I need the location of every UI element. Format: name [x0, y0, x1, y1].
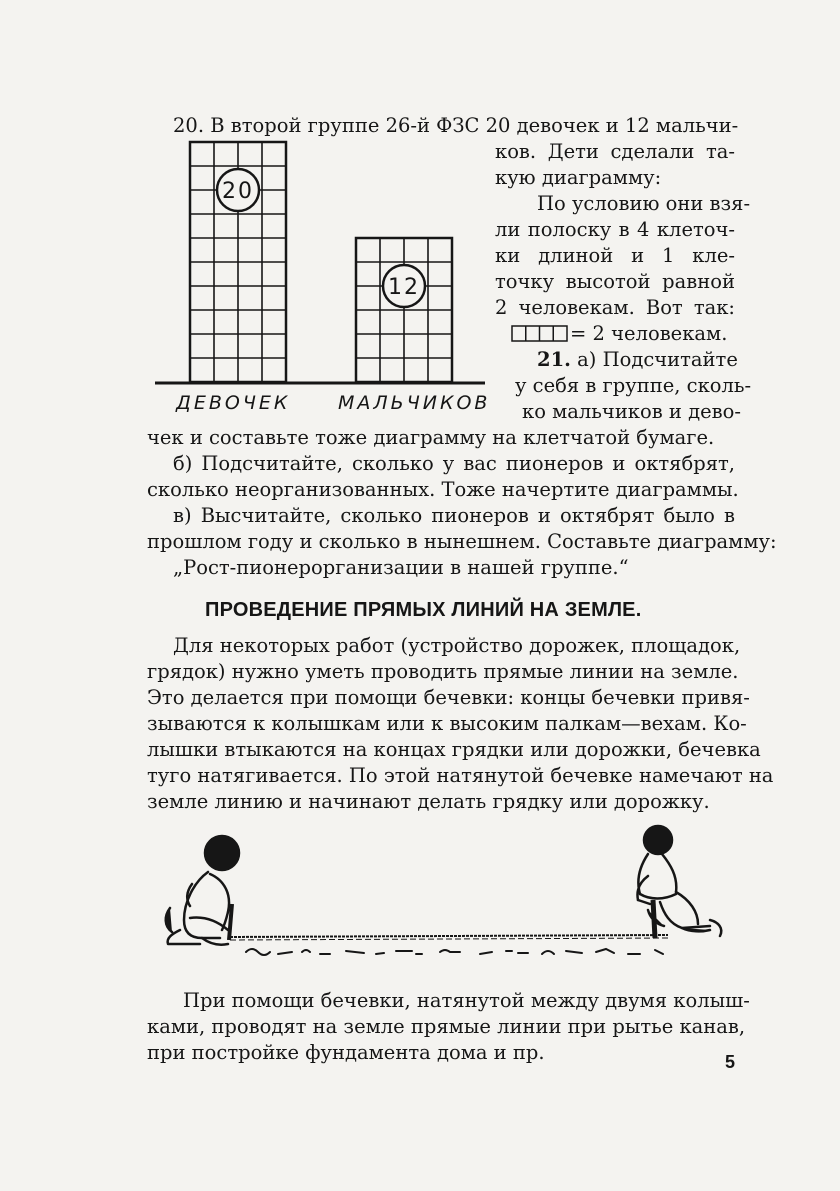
problem-21-a-line-3: ко мальчиков и дево-	[522, 400, 741, 423]
paragraph-line-3: Это делается при помощи бечевки: концы бечевки привя-	[147, 686, 750, 709]
bar-girls-value-label: 20	[222, 179, 254, 204]
legend-text: = 2 человекам.	[570, 322, 728, 345]
section-heading: ПРОВЕДЕНИЕ ПРЯМЫХ ЛИНИЙ НА ЗЕМЛЕ.	[205, 599, 642, 621]
right-child-figure	[637, 826, 721, 936]
bar-girls	[190, 142, 286, 382]
right-col-line-6: точку высотой равной	[495, 270, 735, 293]
legend-line	[511, 321, 727, 347]
problem-20-first-line: 20. В второй группе 26-й ФЗС 20 девочек и 12 мальчи-	[173, 114, 739, 137]
page-number: 5	[725, 1052, 736, 1072]
problem-21-c-line-1: в) Высчитайте, сколько пионеров и октябрят было в	[173, 504, 735, 527]
bar-boys-value-label: 12	[388, 275, 420, 300]
paragraph-line-4: зываются к колышкам или к высоким палкам—вехам. Ко-	[147, 712, 747, 735]
paragraph-line-7: земле линию и начинают делать грядку или дорожку.	[147, 790, 710, 813]
problem-21-a-line-1	[537, 347, 738, 373]
problem-21-c-line-3: „Рост-пионерорганизации в нашей группе.“	[173, 556, 629, 579]
chart-bars	[190, 142, 452, 382]
string	[230, 935, 668, 937]
right-col-line-7: 2 человекам. Вот так:	[495, 296, 735, 319]
category-label-girls: ДЕВОЧЕК	[176, 392, 291, 414]
right-col-line-1: ков. Дети сделали та-	[495, 140, 735, 163]
paragraph-line-1: Для некоторых работ (устройство дорожек, площадок,	[173, 634, 741, 657]
paragraph-line-2: грядок) нужно уметь проводить прямые линии на земле.	[147, 660, 739, 683]
problem-21-a-line-2: у себя в группе, сколь-	[515, 374, 752, 397]
right-col-line-4: ли полоску в 4 клеточ-	[495, 218, 735, 241]
ground-marks	[246, 949, 663, 955]
category-label-boys: МАЛЬЧИКОВ	[338, 392, 491, 414]
caption-line-2: ками, проводят на земле прямые линии при рытье канав,	[147, 1015, 746, 1038]
bar-chart-girls-boys	[150, 140, 491, 414]
bar-boys	[356, 238, 452, 382]
right-stake	[653, 900, 655, 938]
problem-21-c-line-2: прошлом году и сколько в нынешнем. Составьте диаграмму:	[147, 530, 777, 553]
legend-cell-strip	[511, 325, 568, 342]
caption-line-1: При помощи бечевки, натянутой между двумя колыш-	[183, 989, 750, 1012]
paragraph-line-5: лышки втыкаются на концах грядки или дорожки, бечевка	[147, 738, 761, 761]
illustration-children-with-string	[150, 820, 750, 970]
right-col-line-3: По условию они взя-	[537, 192, 751, 215]
right-col-line-5: ки длиной и 1 кле-	[495, 244, 735, 267]
problem-21-a-text: а) Подсчитайте	[577, 348, 738, 371]
right-col-line-2: кую диаграмму:	[495, 166, 662, 189]
problem-21-b-line-2: сколько неорганизованных. Тоже начертите диаграммы.	[147, 478, 739, 501]
caption-line-3: при постройке фундамента дома и пр.	[147, 1041, 545, 1064]
problem-21-a-line-4: чек и составьте тоже диаграмму на клетчатой бумаге.	[147, 426, 715, 449]
problem-21-b-line-1: б) Подсчитайте, сколько у вас пионеров и октябрят,	[173, 452, 735, 475]
paragraph-line-6: туго натягивается. По этой натянутой бечевке намечают на	[147, 764, 774, 787]
problem-21-number: 21.	[537, 348, 571, 371]
